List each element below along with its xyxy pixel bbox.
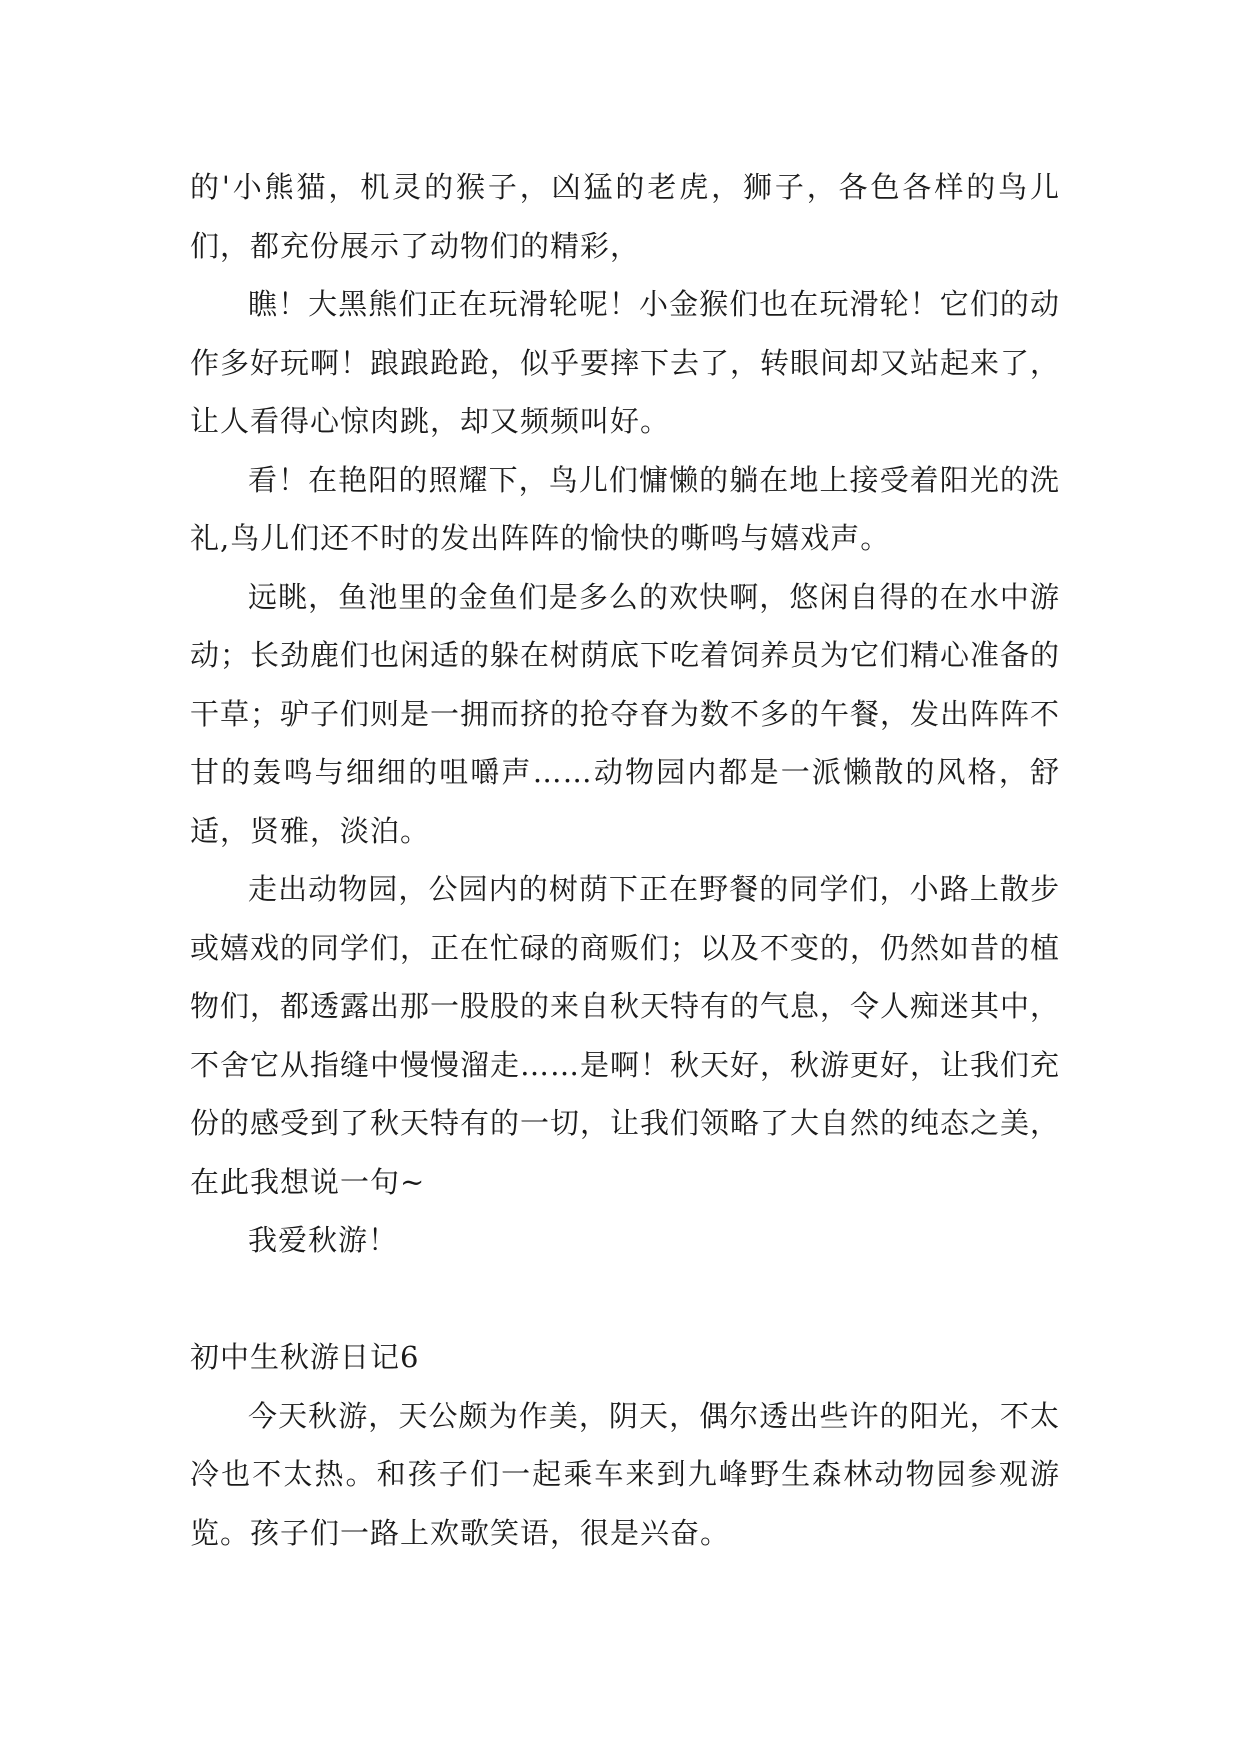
paragraph: 远眺，鱼池里的金鱼们是多么的欢快啊，悠闲自得的在水中游动；长劲鹿们也闲适的躲在树荫底下吃着饲养员为它们精心准备的干草；驴子们则是一拥而挤的抢夺眘为数不多的午餐，发出阵阵不甘的轰鸣与细细的咀嚼声……动物园内都是一派懒散的风格，舒适，贤雅，淡泊。 xyxy=(190,579,1061,848)
paragraph: 我爱秋游！ xyxy=(248,1223,399,1257)
section-title: 初中生秋游日记6 xyxy=(190,1340,420,1374)
paragraph: 的'小熊猫，机灵的猴子，凶猛的老虎，狮子，各色各样的鸟儿们，都充份展示了动物们的精彩， xyxy=(190,170,1060,263)
paragraph: 看！在艳阳的照耀下，鸟儿们慵懒的躺在地上接受着阳光的洗礼,鸟儿们还不时的发出阵阵的愉快的嘶鸣与嬉戏声。 xyxy=(190,462,1060,555)
paragraph: 走出动物园，公园内的树荫下正在野餐的同学们，小路上散步或嬉戏的同学们，正在忙碌的商贩们；以及不变的，仍然如昔的植物们，都透露出那一股股的来自秋天特有的气息，令人痴迷其中，不舍它从指缝中慢慢溜走……是啊！秋天好，秋游更好，让我们充份的感受到了秋天特有的一切，让我们领略了大自然的纯态之美，在此我想说一句~ xyxy=(190,872,1061,1199)
paragraph: 今天秋游，天公颇为作美，阴天，偶尔透出些许的阳光，不太冷也不太热。和孩子们一起乘车来到九峰野生森林动物园参观游览。孩子们一路上欢歌笑语，很是兴奋。 xyxy=(190,1398,1060,1550)
blank-line xyxy=(190,1270,1060,1329)
paragraph: 瞧！大黑熊们正在玩滑轮呢！小金猴们也在玩滑轮！它们的动作多好玩啊！踉踉跄跄，似乎要摔下去了，转眼间却又站起来了，让人看得心惊肉跳，却又频频叫好。 xyxy=(190,287,1061,438)
document-body xyxy=(190,158,1060,1562)
